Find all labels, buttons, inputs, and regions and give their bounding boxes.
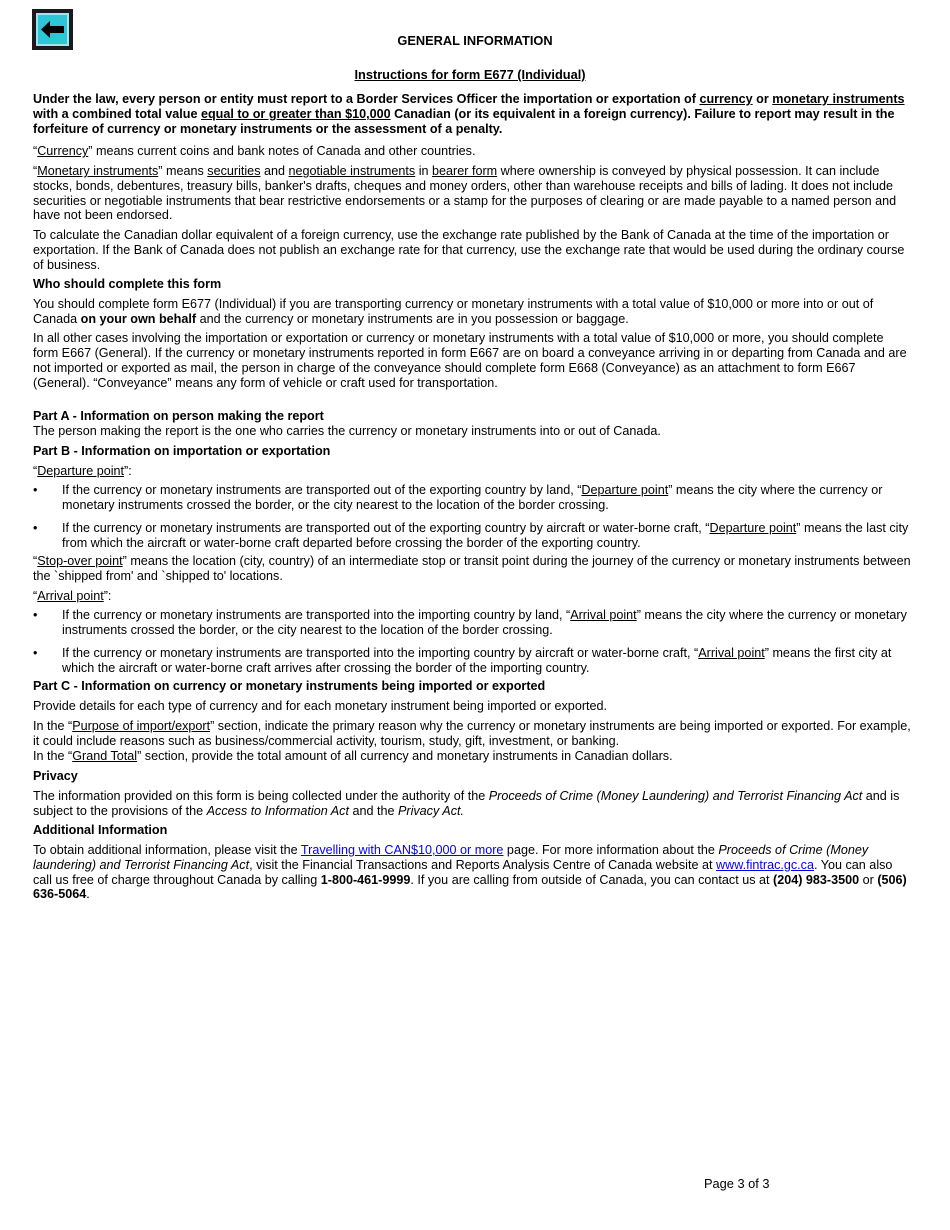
phone-toll-free: 1-800-461-9999 (320, 872, 411, 887)
phone-international-1: (204) 983-3500 (773, 872, 860, 887)
part-a-text: The person making the report is the one who carries the currency or monetary instruments into or out of Canada. (33, 424, 661, 439)
list-item: • If the currency or monetary instruments are transported into the importing country by aircraft or water-borne craft, “Arrival point” means the first city at which the aircraft or water-borne craft arrives after crossing the border of the importing country. (33, 645, 892, 675)
privacy-heading: Privacy (33, 769, 78, 784)
form-title: Instructions for form E677 (Individual) (354, 67, 586, 82)
list-item: • If the currency or monetary instruments are transported out of the exporting country by land, “Departure point” means the city where the currency or monetary instruments crossed the border, or the city nearest to the location of the border crossing. (33, 483, 883, 512)
bullet-icon: • (33, 483, 38, 498)
term-bearer-form: bearer form (432, 163, 498, 178)
instructions-content (33, 92, 911, 907)
who-paragraph-2: In all other cases involving the importation or exportation or currency or monetary instruments with a total value of $10,000 or more, you should complete form E667 (General). If the currency or monetary instruments reported in form E667 are on board a conveyance arriving in or departing from Canada and are not imported or exported as mail, the person in charge of the conveyance should complete form E668 (Conveyance) as an attachment to form E667 (General). “Conveyance” means any form of vehicle or craft used for transportation. (33, 331, 907, 390)
page-title: GENERAL INFORMATION (397, 33, 553, 48)
threshold-text: equal to or greater than $10,000 (200, 106, 391, 121)
term-monetary-instruments: monetary instruments (772, 92, 905, 106)
part-a-heading: Part A - Information on person making the report (33, 409, 324, 424)
stop-over-definition: “Stop-over point” means the location (city, country) of an intermediate stop or transit point during the journey of the currency or monetary instruments between the `shipped from' and `shipped to' locations. (33, 554, 911, 584)
term-monetary-instruments-def: Monetary instruments (37, 163, 159, 178)
page-number: Page 3 of 3 (704, 1176, 770, 1191)
part-c-paragraph-2: In the “Purpose of import/export” section, indicate the primary reason why the currency or monetary instruments are being imported or exported. For example, it could include reasons such as business/commercial activity, tourism, study, gift, investment, or banking. (33, 718, 911, 748)
additional-info-heading: Additional Information (33, 823, 168, 838)
currency-definition: “Currency” means current coins and bank notes of Canada and other countries. (33, 144, 476, 159)
part-c-heading: Part C - Information on currency or monetary instruments being imported or exported (33, 679, 546, 694)
phone-international-2: (506) 636-5064 (33, 872, 907, 902)
bullet-icon: • (33, 520, 38, 535)
privacy-paragraph: The information provided on this form is being collected under the authority of the Proceeds of Crime (Money Laundering) and Terrorist Financing Act and is subject to the provisions of the Access to Information Act and the Privacy Act. (33, 788, 900, 818)
who-paragraph-1: You should complete form E677 (Individual) if you are transporting currency or monetary instruments with a total value of $10,000 or more into or out of Canada on your own behalf and the currency or monetary instruments are in you possession or baggage. (33, 296, 874, 326)
fintrac-link[interactable]: www.fintrac.gc.ca (716, 857, 814, 872)
list-item: • If the currency or monetary instruments are transported out of the exporting country by aircraft or water-borne craft, “Departure point” means the last city from which the aircraft or water-borne craft departed before crossing the border of the exporting country. (33, 520, 909, 550)
term-securities: securities (207, 163, 261, 178)
arrival-point-label: “Arrival point”: (33, 588, 112, 603)
part-c-paragraph-3: In the “Grand Total” section, provide the total amount of all currency and monetary instruments in Canadian dollars. (33, 749, 673, 764)
additional-info-paragraph: To obtain additional information, please visit the Travelling with CAN$10,000 or more page. For more information about the Proceeds of Crime (Money laundering) and Terrorist Financing Act, visit the Financial Transactions and Reports Analysis Centre of Canada website at www.fintrac.gc.ca. You can also call us free of charge throughout Canada by calling 1-800-461-9999. If you are calling from outside of Canada, you can contact us at (204) 983-3500 or (506) 636-5064. (33, 843, 907, 902)
travelling-link[interactable]: Travelling with CAN$10,000 or more (300, 843, 504, 858)
departure-point-label: “Departure point”: (33, 463, 132, 478)
monetary-instruments-definition: “Monetary instruments” means securities and negotiable instruments in bearer form where ownership is conveyed by physical possession. It can include stocks, bonds, debentures, treasury bills, banker's drafts, cheques and money orders, other than warehouse receipts and bills of lading. It does not include securities or negotiable instruments that bear restrictive endorsements or a stamp for the purposes of clearing or are made payable to a named person and have not been endorsed. (33, 163, 897, 223)
term-currency-def: Currency (37, 144, 89, 159)
part-b-heading: Part B - Information on importation or exportation (33, 443, 331, 458)
intro-paragraph: Under the law, every person or entity must report to a Border Services Officer the importation or exportation of currency or monetary instruments with a combined total value equal to or greater than $10,000 Canadian (or its equivalent in a foreign currency). Failure to report may result in the forfeiture of currency or monetary instruments or the assessment of a penalty. (33, 92, 905, 136)
term-negotiable-instruments: negotiable instruments (288, 163, 416, 178)
bullet-icon: • (33, 645, 38, 660)
part-c-paragraph-1: Provide details for each type of currency and for each monetary instrument being imported or exported. (33, 699, 608, 714)
term-currency: currency (699, 92, 753, 106)
list-item: • If the currency or monetary instruments are transported into the importing country by land, “Arrival point” means the city where the currency or monetary instruments crossed the border, or the city nearest to the location of the border crossing. (33, 608, 907, 638)
bullet-icon: • (33, 608, 38, 623)
exchange-rate-paragraph: To calculate the Canadian dollar equivalent of a foreign currency, use the exchange rate published by the Bank of Canada at the time of the importation or exportation. If the Bank of Canada does not publish an exchange rate for that currency, use the exchange rate that would be used during the ordinary course of business. (33, 227, 905, 272)
who-heading: Who should complete this form (33, 277, 222, 292)
